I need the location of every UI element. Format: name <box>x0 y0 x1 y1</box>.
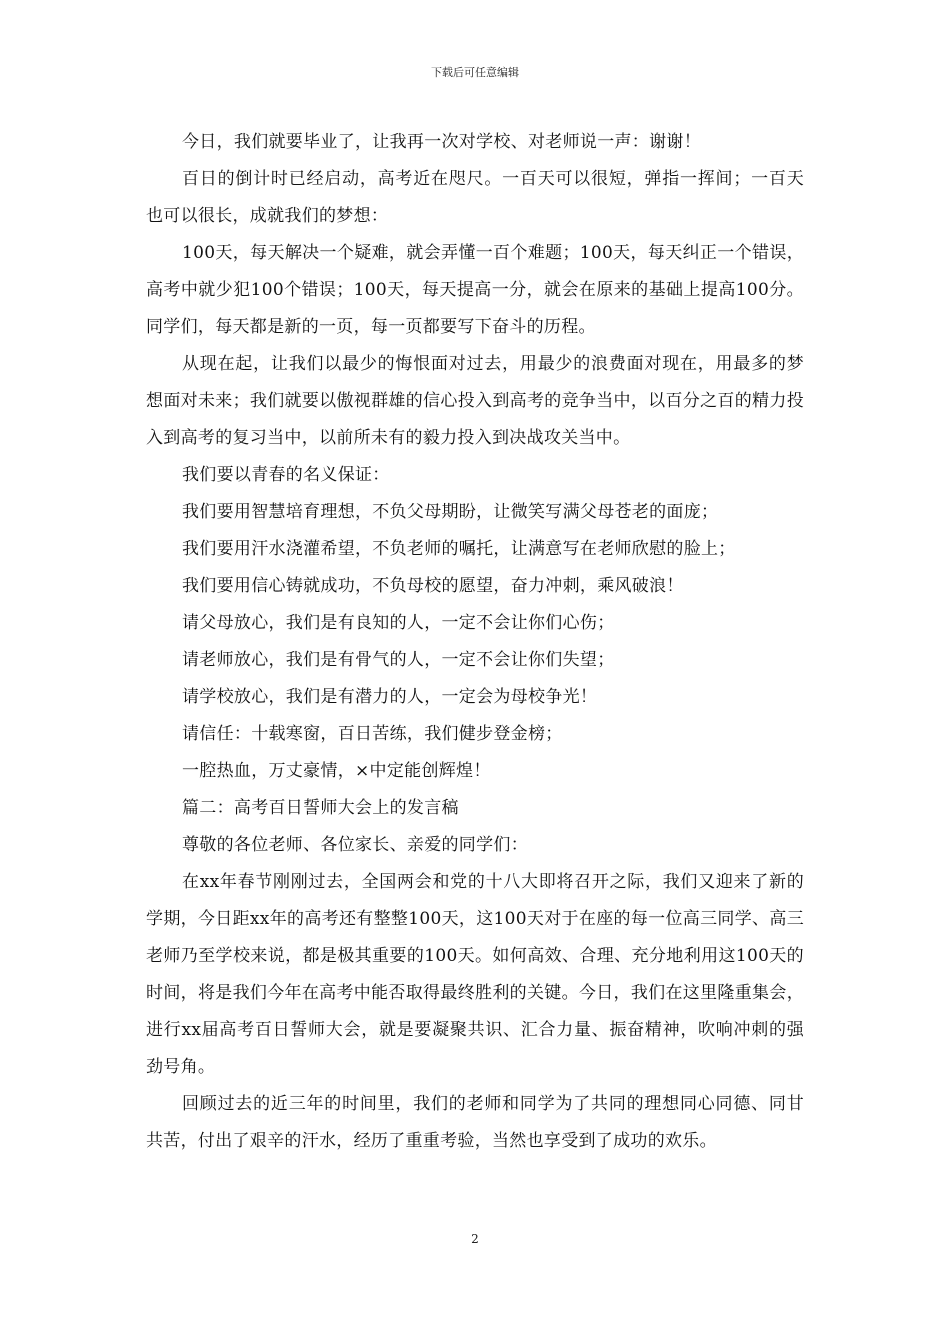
paragraph: 从现在起，让我们以最少的悔恨面对过去，用最少的浪费面对现在，用最多的梦想面对未来；我们就要以傲视群雄的信心投入到高考的竞争当中，以百分之百的精力投入到高考的复习当中，以前所未有的毅力投入到决战攻关当中。 <box>146 354 804 448</box>
paragraph: 请学校放心，我们是有潜力的人，一定会为母校争光！ <box>182 687 598 707</box>
page-number: 2 <box>471 1232 479 1246</box>
paragraph: 100天，每天解决一个疑难，就会弄懂一百个难题；100天，每天纠正一个错误，高考中就少犯100个错误；100天，每天提高一分，就会在原来的基础上提高100分。同学们，每天都是新的一页，每一页都要写下奋斗的历程。 <box>146 243 804 337</box>
document-body <box>146 124 804 1160</box>
paragraph: 我们要用智慧培育理想，不负父母期盼，让微笑写满父母苍老的面庞； <box>182 502 719 522</box>
paragraph: 请父母放心，我们是有良知的人，一定不会让你们心伤； <box>182 613 615 633</box>
paragraph: 今日，我们就要毕业了，让我再一次对学校、对老师说一声：谢谢！ <box>182 132 701 152</box>
paragraph: 我们要用汗水浇灌希望，不负老师的嘱托，让满意写在老师欣慰的脸上； <box>182 539 736 559</box>
section-heading: 篇二：高考百日誓师大会上的发言稿 <box>182 798 459 818</box>
salutation: 尊敬的各位老师、各位家长、亲爱的同学们： <box>182 835 528 855</box>
paragraph: 我们要用信心铸就成功，不负母校的愿望，奋力冲刺，乘风破浪！ <box>182 576 684 596</box>
paragraph: 请老师放心，我们是有骨气的人，一定不会让你们失望； <box>182 650 615 670</box>
paragraph: 一腔热血，万丈豪情，×中定能创辉煌！ <box>182 761 491 781</box>
paragraph: 在xx年春节刚刚过去，全国两会和党的十八大即将召开之际，我们又迎来了新的学期，今日距xx年的高考还有整整100天，这100天对于在座的每一位高三同学、高三老师乃至学校来说，都是极其重要的100天。如何高效、合理、充分地利用这100天的时间，将是我们今年在高考中能否取得最终胜利的关键。今日，我们在这里隆重集会，进行xx届高考百日誓师大会，就是要凝聚共识、汇合力量、振奋精神，吹响冲刺的强劲号角。 <box>146 872 804 1077</box>
page-header: 下载后可任意编辑 <box>431 66 519 79</box>
paragraph: 百日的倒计时已经启动，高考近在咫尺。一百天可以很短，弹指一挥间；一百天也可以很长，成就我们的梦想： <box>146 169 804 226</box>
paragraph: 回顾过去的近三年的时间里，我们的老师和同学为了共同的理想同心同德、同甘共苦，付出了艰辛的汗水，经历了重重考验，当然也享受到了成功的欢乐。 <box>146 1094 804 1151</box>
paragraph: 我们要以青春的名义保证： <box>182 465 390 485</box>
paragraph: 请信任：十载寒窗，百日苦练，我们健步登金榜； <box>182 724 563 744</box>
